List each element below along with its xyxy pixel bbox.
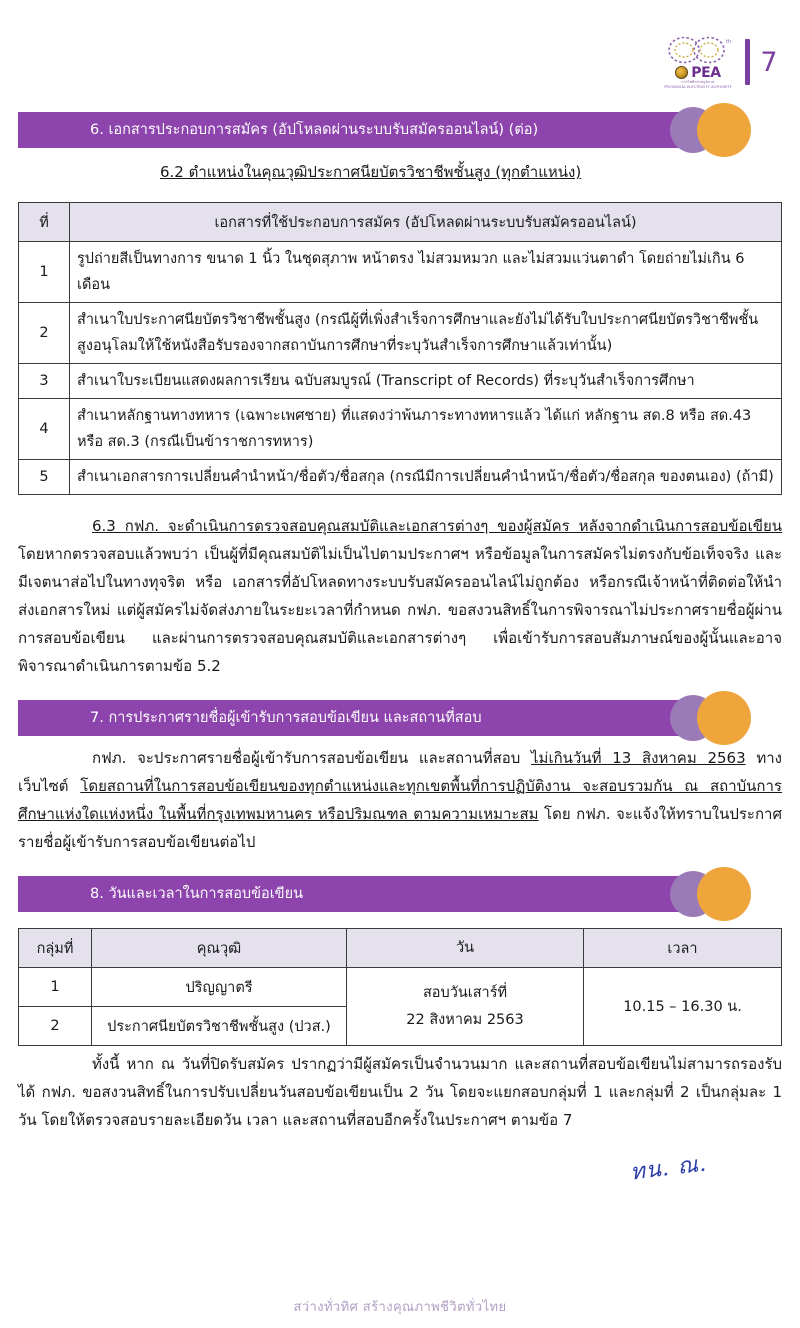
col-header-group: กลุ่มที่ [19, 929, 92, 968]
section-bar-8 [18, 876, 736, 912]
section-7-part2: ทางเว็บไซต์ [18, 749, 782, 795]
pea-tagline-line1: การไฟฟ้าส่วนภูมิภาค [681, 80, 715, 84]
circle-purple-icon [670, 871, 716, 917]
paragraph-6-3-lead: 6.3 กฟภ. จะดำเนินการตรวจสอบคุณสมบัติและเอกสารต่างๆ ของผู้สมัคร หลังจากดำเนินการสอบข้อเขียน [92, 517, 782, 535]
footer-slogan: สว่างทั่วทิศ สร้างคุณภาพชีวิตทั่วไทย [293, 1300, 507, 1315]
table-header-row [19, 203, 782, 242]
section-bar-7 [18, 700, 736, 736]
row-number: 5 [19, 460, 70, 495]
decorative-circles [670, 867, 780, 921]
row-document-text: รูปถ่ายสีเป็นทางการ ขนาด 1 นิ้ว ในชุดสุภาพ หน้าตรง ไม่สวมหมวก และไม่สวมแว่นตาดำ โดยถ่ายไม่เกิน 6 เดือน [70, 242, 782, 303]
circle-orange-icon [697, 691, 751, 745]
section-7-venue-note: โดยสถานที่ในการสอบข้อเขียนของทุกตำแหน่งและทุกเขตพื้นที่การปฏิบัติงาน จะสอบรวมกัน ณ สถาบันการศึกษาแห่งใดแห่งหนึ่ง ในพื้นที่กรุงเทพมหานคร หรือปริมณฑล ตามความเหมาะสม [18, 777, 782, 823]
section-7-part1: กฟภ. จะประกาศรายชื่อผู้เข้ารับการสอบข้อเขียน และสถานที่สอบ [92, 749, 532, 767]
svg-text:th: th [726, 38, 732, 45]
pea-wordmark [675, 66, 720, 80]
circle-purple-icon [670, 695, 716, 741]
row-group-number: 2 [19, 1007, 92, 1046]
table-row [19, 242, 782, 303]
table-row [19, 303, 782, 364]
section-8-closing-text: ทั้งนี้ หาก ณ วันที่ปิดรับสมัคร ปรากฏว่ามีผู้สมัครเป็นจำนวนมาก และสถานที่สอบข้อเขียนไม่สามารถรองรับได้ กฟภ. ขอสงวนสิทธิ์ในการปรับเปลี่ยนวันสอบข้อเขียนเป็น 2 วัน โดยจะแยกสอบกลุ่มที่ 1 และกลุ่มที่ 2 เป็นกลุ่มละ 1 วัน โดยให้ตรวจสอบรายละเอียดวัน เวลา และสถานที่สอบอีกครั้งในประกาศฯ ตามข้อ 7 [18, 1055, 782, 1129]
row-number: 4 [19, 399, 70, 460]
signature-mark: ทน. ณ. [628, 1151, 709, 1186]
paragraph-6-3 [18, 512, 782, 680]
col-header-document-underlined: (อัปโหลดผ่านระบบรับสมัครออนไลน์) [404, 214, 637, 231]
page-number: 7 [760, 46, 778, 78]
exam-day-cell [347, 968, 584, 1046]
circle-orange-icon [697, 867, 751, 921]
section-7-title: 7. การประกาศรายชื่อผู้เข้ารับการสอบข้อเขียน และสถานที่สอบ [90, 709, 482, 726]
pea-tagline [664, 80, 731, 89]
exam-day-line2: 22 สิงหาคม 2563 [406, 1011, 524, 1028]
section-6-title: 6. เอกสารประกอบการสมัคร (อัปโหลดผ่านระบบรับสมัครออนไลน์) (ต่อ) [90, 121, 539, 138]
subheading-6-2 [160, 162, 581, 184]
circle-purple-icon [670, 107, 716, 153]
section-8-title: 8. วันและเวลาในการสอบข้อเขียน [90, 885, 304, 902]
table-header-row [19, 929, 782, 968]
row-qualification: ปริญญาตรี [92, 968, 347, 1007]
decorative-circles [670, 691, 780, 745]
pea-tagline-line2: PROVINCIAL ELECTRICITY AUTHORITY [664, 84, 732, 89]
col-header-document-plain: เอกสารที่ใช้ประกอบการสมัคร [214, 214, 405, 231]
row-document-text: สำเนาเอกสารการเปลี่ยนคำนำหน้า/ชื่อตัว/ชื่อสกุล (กรณีมีการเปลี่ยนคำนำหน้า/ชื่อตัว/ชื่อสกุล ของตนเอง) (ถ้ามี) [70, 460, 782, 495]
exam-day-line1: สอบวันเสาร์ที่ [422, 984, 508, 1001]
decorative-circles [670, 103, 780, 157]
section-bar-6 [18, 112, 736, 148]
pea-seal-icon [675, 66, 688, 79]
paragraph-6-3-body: โดยหากตรวจสอบแล้วพบว่า เป็นผู้ที่มีคุณสมบัติไม่เป็นไปตามประกาศฯ หรือข้อมูลในการสมัครไม่ตรงกับข้อเท็จจริง และมีเจตนาส่อไปในทางทุจริต หรือ เอกสารที่อัปโหลดทางระบบรับสมัครออนไลน์ไม่ถูกต้อง หรือกรณีเจ้าหน้าที่ติดต่อให้นำส่งเอกสารใหม่ แต่ผู้สมัครไม่จัดส่งภายในระยะเวลาที่กำหนด กฟภ. ขอสงวนสิทธิ์ในการพิจารณาไม่ประกาศรายชื่อผู้ผ่านการสอบข้อเขียน และผ่านการตรวจสอบคุณสมบัติและเอกสารต่างๆ เพื่อเข้ารับการสอบสัมภาษณ์ของผู้นั้นและอาจพิจารณาดำเนินการตามข้อ 5.2 [18, 545, 782, 675]
row-document-text: สำเนาหลักฐานทางทหาร (เฉพาะเพศชาย) ที่แสดงว่าพ้นภาระทางทหารแล้ว ได้แก่ หลักฐาน สด.8 หรือ สด.43 หรือ สด.3 (กรณีเป็นข้าราชการทหาร) [70, 399, 782, 460]
row-number: 3 [19, 364, 70, 399]
section-7-part3: โดย กฟภ. จะแจ้งให้ทราบในประกาศรายชื่อผู้เข้ารับการสอบข้อเขียนต่อไป [18, 805, 782, 851]
pea-brand-text: PEA [691, 64, 721, 81]
table-row [19, 460, 782, 495]
row-group-number: 1 [19, 968, 92, 1007]
paragraph-section-8-closing [18, 1050, 782, 1134]
paragraph-section-7 [18, 744, 782, 856]
section-7-announce-date: ไม่เกินวันที่ 13 สิงหาคม 2563 [531, 749, 746, 767]
row-number: 2 [19, 303, 70, 364]
anniversary-60-icon [664, 35, 732, 65]
col-header-time: เวลา [584, 929, 782, 968]
header-divider [745, 39, 750, 85]
col-header-document [70, 203, 782, 242]
table-row [19, 399, 782, 460]
row-document-text: สำเนาใบประกาศนียบัตรวิชาชีพชั้นสูง (กรณีผู้ที่เพิ่งสำเร็จการศึกษาและยังไม่ได้รับใบประกาศนียบัตรวิชาชีพชั้นสูงอนุโลมให้ใช้หนังสือรับรองจากสถาบันการศึกษาที่ระบุวันสำเร็จการศึกษาแล้วเท่านั้น) [70, 303, 782, 364]
circle-orange-icon [697, 103, 751, 157]
subheading-6-2-text: 6.2 ตำแหน่งในคุณวุฒิประกาศนียบัตรวิชาชีพชั้นสูง (ทุกตำแหน่ง) [160, 163, 582, 181]
col-header-day: วัน [347, 929, 584, 968]
row-number: 1 [19, 242, 70, 303]
exam-schedule-table [18, 928, 782, 1046]
table-row [19, 364, 782, 399]
pea-logo [661, 35, 735, 89]
documents-table [18, 202, 782, 495]
row-document-text: สำเนาใบระเบียนแสดงผลการเรียน ฉบับสมบูรณ์ (Transcript of Records) ที่ระบุวันสำเร็จการศึกษา [70, 364, 782, 399]
table-row [19, 968, 782, 1007]
exam-time-cell: 10.15 – 16.30 น. [584, 968, 782, 1046]
page-header [661, 30, 778, 94]
col-header-number: ที่ [19, 203, 70, 242]
row-qualification: ประกาศนียบัตรวิชาชีพชั้นสูง (ปวส.) [92, 1007, 347, 1046]
col-header-qualification: คุณวุฒิ [92, 929, 347, 968]
